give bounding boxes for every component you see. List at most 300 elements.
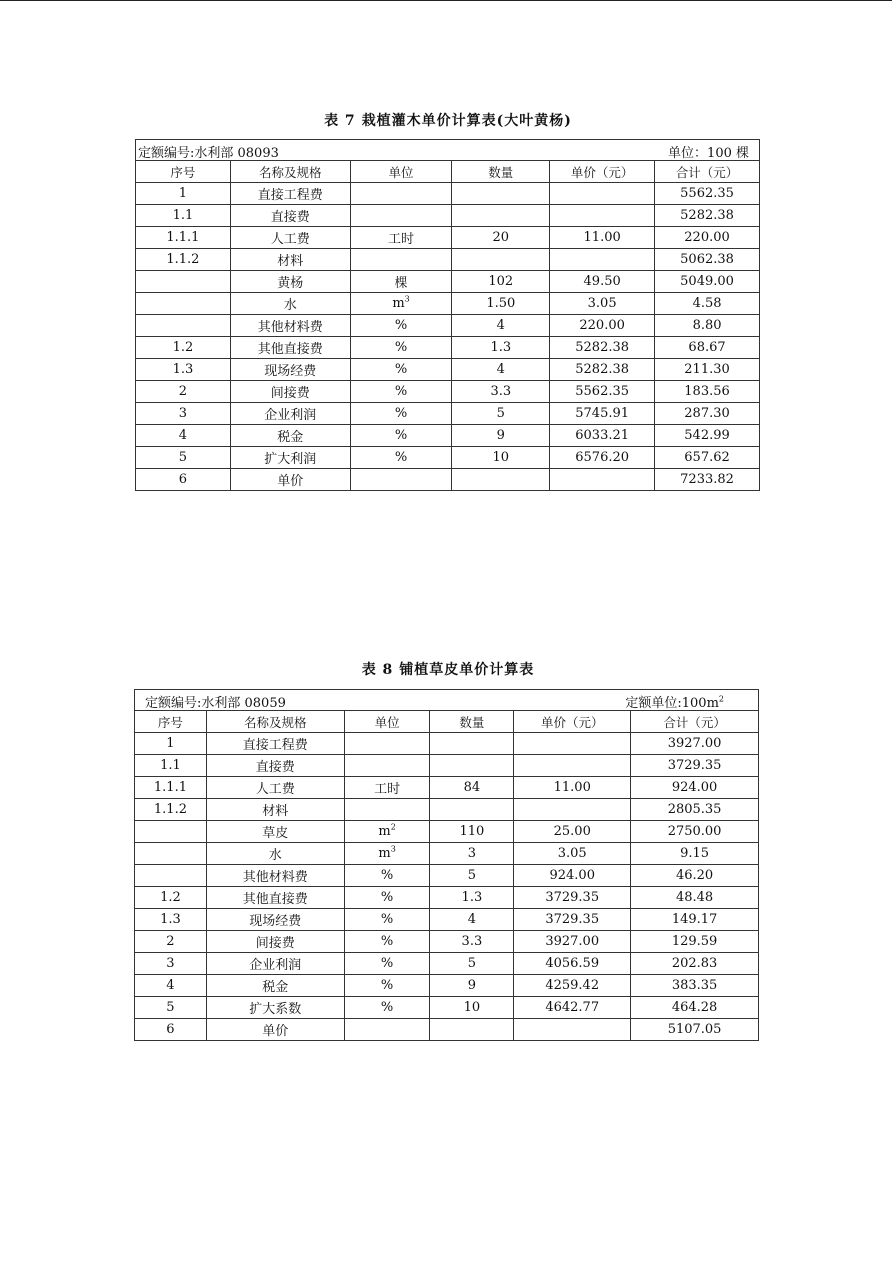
cell-no: [135, 1019, 207, 1041]
cell-price-text: 220.00: [579, 318, 625, 333]
column-header-price: 单价（元）: [550, 161, 655, 183]
cell-unit-text: %: [394, 340, 408, 355]
cell-unit-text: %: [380, 934, 394, 949]
cell-no-text: 5: [166, 1000, 175, 1015]
cell-no-text: 1.2: [160, 890, 181, 905]
cell-qty: [430, 953, 514, 975]
cell-name: [230, 205, 350, 227]
table-row: [136, 227, 760, 249]
table-8-unit-note: [625, 692, 724, 711]
cell-name-text: 水: [283, 298, 297, 313]
cell-unit: [350, 183, 452, 205]
column-header-no: 序号: [135, 711, 207, 733]
cell-price: [514, 1019, 631, 1041]
cell-price: [514, 755, 631, 777]
cell-name-text: 人工费: [255, 782, 295, 797]
table-7-title: [0, 110, 892, 130]
table-row: [135, 755, 759, 777]
column-header-no: 序号: [136, 161, 231, 183]
table-row: [136, 271, 760, 293]
cell-price: [514, 997, 631, 1019]
table-8: [134, 689, 759, 1041]
cell-unit-text: %: [380, 978, 394, 993]
cell-unit: [344, 865, 430, 887]
cell-no-text: 1.2: [172, 340, 194, 355]
cell-price: [550, 359, 655, 381]
cell-total: [655, 403, 760, 425]
cell-no: [136, 249, 231, 271]
cell-unit-text: %: [380, 912, 394, 927]
cell-unit-text: 棵: [394, 276, 408, 291]
cell-qty: [452, 249, 550, 271]
cell-qty: [430, 975, 514, 997]
column-header-unit: 单位: [350, 161, 452, 183]
table-row: [136, 359, 760, 381]
table-row: [135, 975, 759, 997]
cell-unit: [350, 293, 452, 315]
cell-unit-text: m: [378, 824, 391, 839]
table-7-title-number: 表 7: [324, 113, 356, 129]
cell-no: [135, 799, 207, 821]
cell-no: [136, 447, 231, 469]
cell-unit: [350, 359, 452, 381]
cell-unit-sup: 3: [404, 294, 410, 304]
cell-price: [514, 887, 631, 909]
cell-no: [136, 315, 231, 337]
cell-unit: [344, 931, 430, 953]
column-header-qty: 数量: [452, 161, 550, 183]
cell-total: [655, 271, 760, 293]
cell-name: [206, 865, 344, 887]
cell-total-text: 5062.38: [680, 252, 734, 267]
cell-unit: [344, 953, 430, 975]
cell-total: [655, 183, 760, 205]
cell-name-text: 现场经费: [264, 364, 317, 379]
cell-name-text: 草皮: [262, 826, 289, 841]
cell-name: [230, 271, 350, 293]
cell-total-text: 68.67: [688, 340, 726, 355]
cell-total: [655, 381, 760, 403]
cell-total-text: 8.80: [692, 318, 722, 333]
cell-unit: [344, 843, 430, 865]
cell-no: [135, 733, 207, 755]
cell-no: [136, 205, 231, 227]
cell-no-text: 1: [178, 186, 188, 201]
cell-no: [135, 931, 207, 953]
table-row: [135, 843, 759, 865]
cell-unit: [350, 315, 452, 337]
cell-total-text: 5282.38: [680, 208, 734, 223]
cell-qty: [452, 183, 550, 205]
column-header-qty: 数量: [430, 711, 514, 733]
cell-name: [206, 799, 344, 821]
cell-name: [230, 469, 350, 491]
cell-qty: [430, 799, 514, 821]
cell-qty-text: 84: [463, 780, 481, 795]
cell-no: [136, 381, 231, 403]
cell-no: [135, 997, 207, 1019]
cell-qty: [430, 865, 514, 887]
cell-unit: [350, 249, 452, 271]
cell-total-text: 657.62: [684, 450, 730, 465]
cell-no: [135, 975, 207, 997]
cell-qty-text: 5: [496, 406, 505, 421]
cell-total: [631, 821, 759, 843]
cell-qty-text: 3.3: [461, 934, 483, 949]
cell-price-text: 6576.20: [575, 450, 630, 465]
table-row: [135, 887, 759, 909]
cell-qty: [452, 425, 550, 447]
cell-no: [136, 271, 231, 293]
cell-total-text: 5562.35: [680, 186, 734, 201]
cell-unit: [350, 205, 452, 227]
table-row: [135, 821, 759, 843]
cell-name-text: 扩大利润: [264, 452, 317, 467]
cell-price: [550, 183, 655, 205]
cell-price: [550, 293, 655, 315]
cell-no-text: 2: [178, 384, 188, 399]
cell-name-text: 其他直接费: [257, 342, 323, 357]
cell-unit-text: %: [380, 868, 394, 883]
cell-qty: [452, 469, 550, 491]
cell-name: [230, 447, 350, 469]
table-8-header-row: [135, 711, 759, 733]
cell-total-text: 5049.00: [680, 274, 734, 289]
cell-name-text: 直接费: [270, 210, 310, 225]
cell-total: [631, 909, 759, 931]
cell-total-text: 2805.35: [667, 802, 722, 817]
table-row: [135, 799, 759, 821]
cell-price: [550, 315, 655, 337]
cell-qty: [430, 843, 514, 865]
cell-unit-text: m: [378, 846, 391, 861]
cell-price-text: 5282.38: [575, 362, 630, 377]
cell-name-text: 单价: [262, 1024, 289, 1039]
table-8-unit-note-text: 定额单位:100m: [625, 696, 719, 711]
cell-no-text: 3: [178, 406, 188, 421]
column-header-unit: 单位: [344, 711, 430, 733]
cell-no: [135, 755, 207, 777]
cell-unit-text: %: [380, 1000, 394, 1015]
cell-no: [136, 425, 231, 447]
cell-unit: [350, 227, 452, 249]
column-header-price: 单价（元）: [514, 711, 631, 733]
cell-name: [230, 337, 350, 359]
table-row: [136, 403, 760, 425]
cell-unit-text: %: [394, 318, 408, 333]
table-7: [135, 139, 760, 491]
page-top-rule: [0, 0, 892, 1]
cell-name: [206, 733, 344, 755]
table-8-title-text: 铺植草皮单价计算表: [399, 662, 535, 678]
table-row: [135, 931, 759, 953]
cell-name: [230, 249, 350, 271]
cell-name-text: 单价: [277, 474, 304, 489]
cell-total: [655, 293, 760, 315]
cell-qty-text: 4: [496, 362, 505, 377]
cell-qty: [452, 293, 550, 315]
cell-price-text: 3.05: [587, 296, 617, 311]
cell-price: [514, 865, 631, 887]
cell-price: [550, 227, 655, 249]
cell-unit: [344, 975, 430, 997]
cell-no: [136, 183, 231, 205]
cell-total: [631, 755, 759, 777]
cell-qty: [452, 227, 550, 249]
cell-name-text: 其他材料费: [242, 870, 308, 885]
cell-price: [514, 843, 631, 865]
cell-total: [631, 865, 759, 887]
cell-price: [550, 447, 655, 469]
table-row: [135, 1019, 759, 1041]
cell-name-text: 材料: [277, 254, 304, 269]
cell-qty-text: 10: [492, 450, 510, 465]
cell-name-text: 税金: [262, 980, 289, 995]
cell-name: [206, 887, 344, 909]
cell-total: [655, 469, 760, 491]
cell-no-text: 1.3: [172, 362, 194, 377]
cell-no: [135, 865, 207, 887]
table-7-unit-note: 单位：100 棵: [668, 146, 749, 161]
cell-name: [206, 997, 344, 1019]
cell-price-text: 5282.38: [575, 340, 630, 355]
cell-unit: [344, 755, 430, 777]
cell-total-text: 464.28: [671, 1000, 718, 1015]
cell-name-text: 人工费: [270, 232, 310, 247]
cell-price-text: 6033.21: [575, 428, 630, 443]
cell-total: [631, 799, 759, 821]
cell-no: [135, 953, 207, 975]
cell-no-text: 2: [166, 934, 175, 949]
cell-no-text: 3: [166, 956, 175, 971]
cell-no: [135, 821, 207, 843]
cell-total: [631, 997, 759, 1019]
cell-total-text: 7233.82: [680, 472, 734, 487]
cell-unit-sup: 3: [390, 844, 396, 854]
cell-price-text: 3729.35: [545, 890, 600, 905]
cell-total: [655, 337, 760, 359]
cell-total: [631, 843, 759, 865]
table-row: [136, 381, 760, 403]
cell-total-text: 220.00: [684, 230, 730, 245]
table-row: [136, 293, 760, 315]
cell-no: [135, 843, 207, 865]
cell-qty: [430, 997, 514, 1019]
cell-name-text: 扩大系数: [249, 1002, 302, 1017]
cell-price-text: 11.00: [553, 780, 591, 795]
cell-name: [230, 315, 350, 337]
column-header-name: 名称及规格: [206, 711, 344, 733]
table-8-meta-row: [135, 690, 759, 711]
cell-no: [136, 293, 231, 315]
cell-name: [230, 403, 350, 425]
table-row: [136, 425, 760, 447]
cell-name: [206, 1019, 344, 1041]
cell-total: [655, 205, 760, 227]
cell-name-text: 黄杨: [277, 276, 304, 291]
cell-qty-text: 4: [496, 318, 505, 333]
cell-unit-text: m: [392, 296, 405, 311]
cell-name-text: 直接工程费: [242, 738, 308, 753]
cell-qty: [452, 447, 550, 469]
cell-name: [230, 293, 350, 315]
table-row: [135, 777, 759, 799]
cell-qty-text: 3: [467, 846, 477, 861]
table-8-title: [0, 659, 892, 679]
cell-unit-text: %: [394, 406, 408, 421]
cell-name-text: 企业利润: [249, 958, 302, 973]
table-8-body: [135, 733, 759, 1041]
cell-name: [230, 425, 350, 447]
cell-price-text: 5745.91: [575, 406, 630, 421]
cell-unit: [350, 403, 452, 425]
cell-no-text: 5: [178, 450, 188, 465]
cell-qty: [430, 821, 514, 843]
cell-qty: [452, 315, 550, 337]
cell-unit: [344, 733, 430, 755]
cell-unit: [344, 1019, 430, 1041]
cell-qty: [452, 271, 550, 293]
cell-total: [631, 975, 759, 997]
cell-unit: [344, 887, 430, 909]
cell-qty: [430, 909, 514, 931]
cell-total-text: 183.56: [684, 384, 730, 399]
cell-price: [550, 425, 655, 447]
table-8-title-number: 表 8: [361, 662, 394, 678]
cell-unit: [344, 997, 430, 1019]
table-row: [135, 865, 759, 887]
cell-qty-text: 9: [467, 978, 477, 993]
cell-no-text: 1.1.2: [166, 252, 200, 267]
cell-price: [514, 931, 631, 953]
cell-price-text: 4642.77: [545, 1000, 600, 1015]
cell-total: [655, 249, 760, 271]
table-row: [136, 469, 760, 491]
cell-unit-text: 工时: [388, 232, 415, 247]
cell-unit: [344, 909, 430, 931]
table-row: [136, 337, 760, 359]
cell-name: [206, 843, 344, 865]
cell-total-text: 287.30: [684, 406, 730, 421]
table-row: [136, 249, 760, 271]
cell-name: [206, 821, 344, 843]
cell-unit: [350, 447, 452, 469]
cell-unit-text: %: [394, 428, 408, 443]
cell-unit: [344, 799, 430, 821]
cell-price-text: 3729.35: [545, 912, 600, 927]
cell-qty: [430, 931, 514, 953]
cell-qty-text: 102: [488, 274, 514, 289]
cell-name: [230, 183, 350, 205]
cell-unit-text: %: [380, 890, 394, 905]
cell-price: [514, 909, 631, 931]
cell-name: [206, 909, 344, 931]
cell-total-text: 383.35: [671, 978, 718, 993]
cell-price-text: 4056.59: [545, 956, 600, 971]
cell-no-text: 1.1: [160, 758, 181, 773]
cell-name: [230, 359, 350, 381]
cell-name-text: 税金: [277, 430, 304, 445]
cell-name-text: 直接费: [255, 760, 295, 775]
cell-price: [514, 777, 631, 799]
cell-unit-text: %: [394, 362, 408, 377]
cell-name: [206, 953, 344, 975]
cell-unit: [344, 777, 430, 799]
cell-qty-text: 1.3: [490, 340, 512, 355]
cell-total: [655, 359, 760, 381]
cell-qty: [430, 755, 514, 777]
cell-total-text: 2750.00: [667, 824, 722, 839]
cell-price-text: 924.00: [549, 868, 595, 883]
cell-name-text: 水: [268, 848, 282, 863]
cell-total-text: 48.48: [675, 890, 714, 905]
cell-total-text: 3729.35: [667, 758, 722, 773]
cell-unit: [350, 337, 452, 359]
cell-no-text: 4: [178, 428, 188, 443]
table-row: [136, 183, 760, 205]
cell-name: [206, 777, 344, 799]
cell-no-text: 1.1.1: [153, 780, 187, 795]
cell-no-text: 1.3: [160, 912, 181, 927]
cell-name-text: 间接费: [270, 386, 310, 401]
cell-name-text: 其他材料费: [257, 320, 323, 335]
table-8-unit-note-sup: 2: [718, 694, 724, 704]
cell-unit: [350, 469, 452, 491]
cell-name: [206, 755, 344, 777]
cell-qty-text: 5: [467, 868, 477, 883]
cell-unit-text: %: [380, 956, 394, 971]
cell-price: [550, 271, 655, 293]
cell-qty-text: 20: [492, 230, 510, 245]
cell-total-text: 924.00: [671, 780, 718, 795]
column-header-name: 名称及规格: [230, 161, 350, 183]
column-header-total: 合计（元）: [655, 161, 760, 183]
cell-name-text: 材料: [262, 804, 289, 819]
cell-qty: [452, 403, 550, 425]
cell-qty-text: 110: [459, 824, 485, 839]
cell-name-text: 现场经费: [249, 914, 302, 929]
cell-name: [206, 931, 344, 953]
cell-total: [631, 931, 759, 953]
cell-no: [136, 403, 231, 425]
cell-unit-text: 工时: [374, 782, 401, 797]
cell-total-text: 9.15: [680, 846, 710, 861]
cell-qty: [430, 1019, 514, 1041]
cell-price-text: 5562.35: [575, 384, 630, 399]
column-header-total: 合计（元）: [631, 711, 759, 733]
cell-total-text: 542.99: [684, 428, 730, 443]
cell-no-text: 4: [166, 978, 175, 993]
cell-total-text: 211.30: [684, 362, 730, 377]
cell-qty-text: 1.50: [486, 296, 516, 311]
cell-price: [514, 953, 631, 975]
cell-total: [631, 887, 759, 909]
cell-price: [514, 975, 631, 997]
table-row: [136, 447, 760, 469]
cell-total: [655, 425, 760, 447]
cell-name-text: 直接工程费: [257, 188, 323, 203]
cell-unit-text: %: [394, 450, 408, 465]
cell-no: [135, 909, 207, 931]
cell-unit: [344, 821, 430, 843]
cell-no: [136, 469, 231, 491]
cell-qty-text: 10: [463, 1000, 481, 1015]
cell-total: [631, 777, 759, 799]
table-7-header-row: [136, 161, 760, 183]
cell-price-text: 25.00: [553, 824, 591, 839]
cell-total: [631, 1019, 759, 1041]
cell-name: [206, 975, 344, 997]
